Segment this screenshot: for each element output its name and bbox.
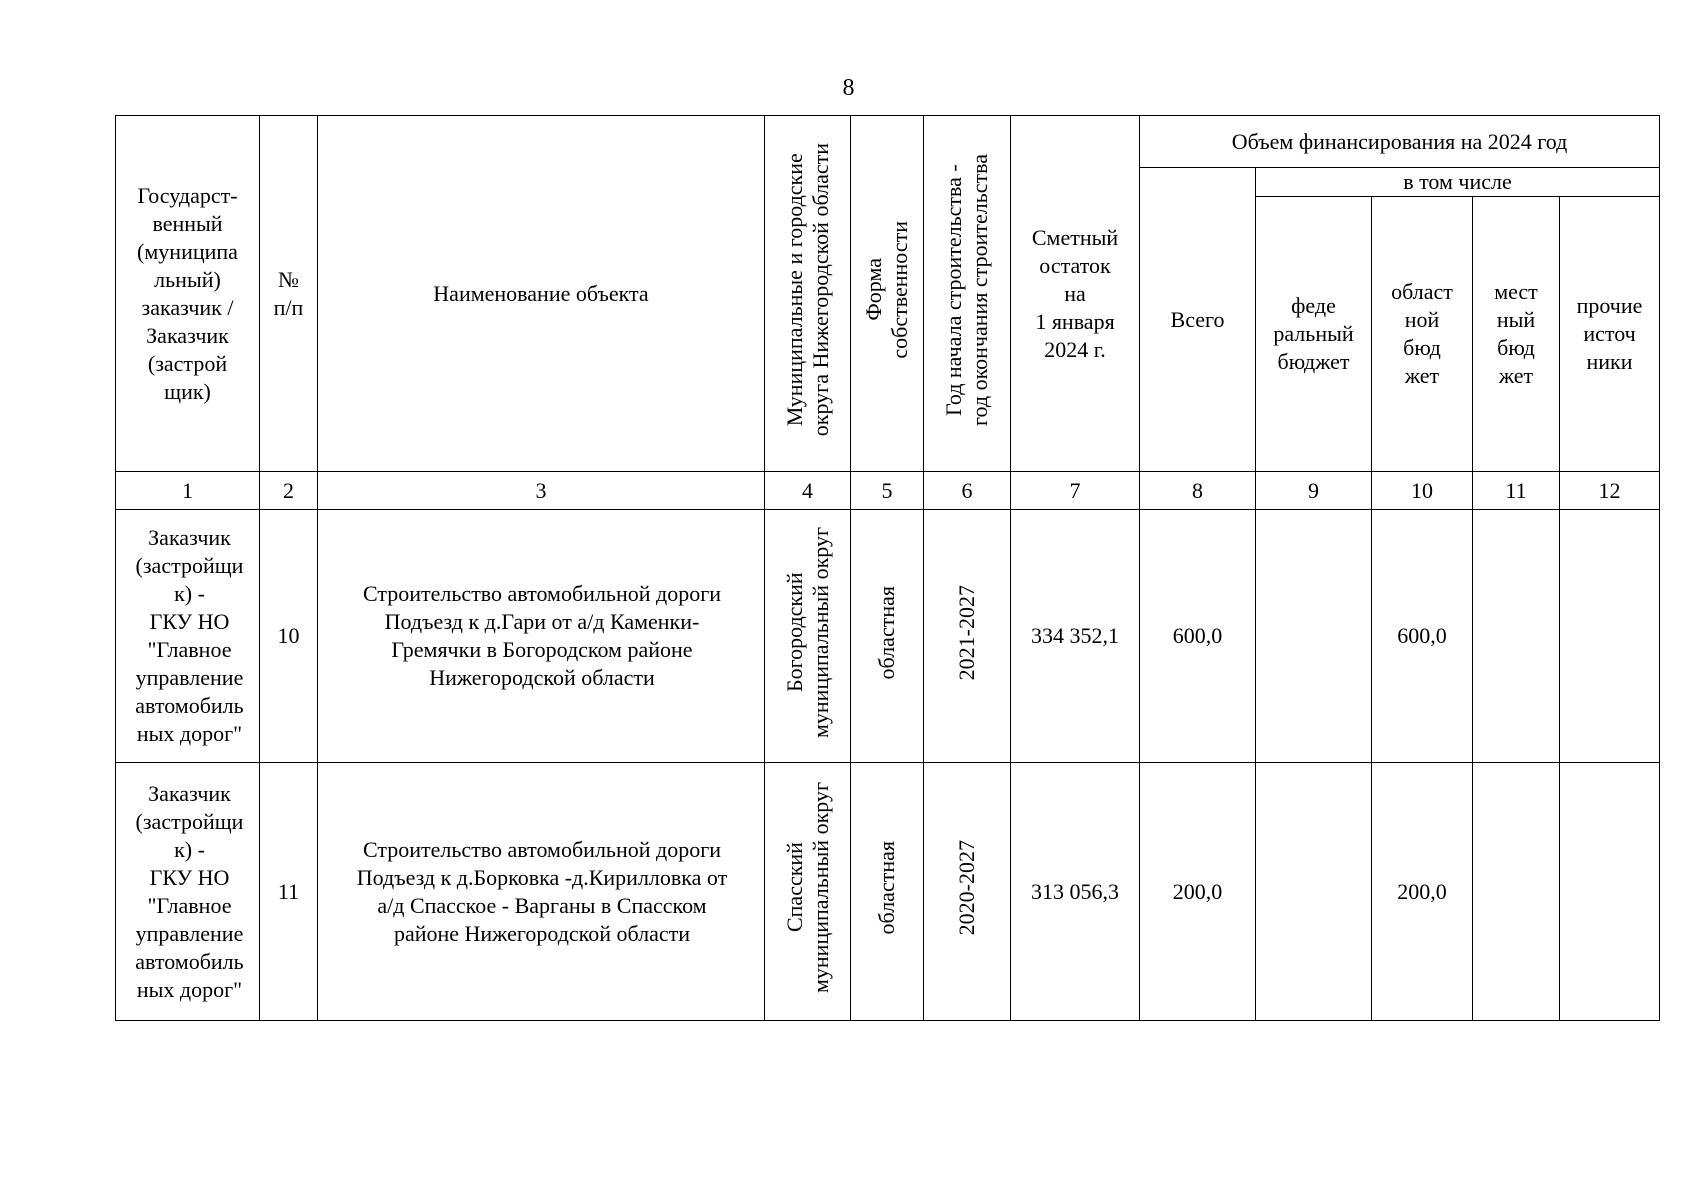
column-numbers-row [116,472,1660,510]
column-number: 9 [1256,472,1372,510]
column-number: 11 [1473,472,1560,510]
ownership-value: областная [874,841,899,935]
column-number: 3 [318,472,765,510]
customer-cell: Заказчик (застройщи к) - ГКУ НО "Главное управление автомобиль ных дорог" [116,510,260,763]
column-number: 10 [1372,472,1473,510]
column-number: 5 [851,472,924,510]
header-other: прочие источ ники [1560,197,1660,472]
header-years: Год начала строительства - год окончания строительства [941,154,992,426]
financing-table [115,115,1660,1021]
header-number: № п/п [260,116,318,472]
local-value [1473,510,1560,763]
header-object-name: Наименование объекта [318,116,765,472]
header-municipal: Муниципальные и городские округа Нижегородской области [781,143,833,437]
header-row [116,116,1660,168]
years-cell [924,510,1011,763]
ownership-cell [851,510,924,763]
header-federal: феде ральный бюджет [1256,197,1372,472]
customer-cell: Заказчик (застройщи к) - ГКУ НО "Главное управление автомобиль ных дорог" [116,763,260,1021]
municipal-value: Спасский муниципальный округ [781,782,833,994]
header-total: Всего [1140,168,1256,472]
ownership-value: областная [874,585,899,680]
table-row [116,763,1660,1021]
page-number: 8 [842,75,855,101]
table-row [116,510,1660,763]
years-value: 2020-2027 [954,840,979,936]
years-cell [924,763,1011,1021]
local-value [1473,763,1560,1021]
header-years-cell [924,116,1011,472]
municipal-cell [765,763,851,1021]
header-ownership-cell [851,116,924,472]
column-number: 1 [116,472,260,510]
column-number: 8 [1140,472,1256,510]
header-regional: област ной бюд жет [1372,197,1473,472]
header-local: мест ный бюд жет [1473,197,1560,472]
column-number: 12 [1560,472,1660,510]
header-including: в том числе [1256,168,1660,197]
header-ownership: Форма собственности [861,221,912,359]
column-number: 6 [924,472,1011,510]
regional-value: 600,0 [1372,510,1473,763]
other-value [1560,510,1660,763]
other-value [1560,763,1660,1021]
years-value: 2021-2027 [954,584,979,681]
federal-value [1256,763,1372,1021]
column-number: 4 [765,472,851,510]
total-value: 600,0 [1140,510,1256,763]
total-value: 200,0 [1140,763,1256,1021]
header-remainder: Сметный остаток на 1 января 2024 г. [1011,116,1140,472]
municipal-value: Богородский муниципальный округ [781,526,833,738]
row-number: 10 [260,510,318,763]
remainder-value: 334 352,1 [1011,510,1140,763]
column-number: 7 [1011,472,1140,510]
object-name: Строительство автомобильной дороги Подъезд к д.Гари от а/д Каменки- Гремячки в Богородском районе Нижегородской области [318,510,765,763]
regional-value: 200,0 [1372,763,1473,1021]
federal-value [1256,510,1372,763]
header-funding-volume: Объем финансирования на 2024 год [1140,116,1660,168]
row-number: 11 [260,763,318,1021]
header-municipal-cell [765,116,851,472]
ownership-cell [851,763,924,1021]
object-name: Строительство автомобильной дороги Подъезд к д.Борковка -д.Кирилловка от а/д Спасское - Варганы в Спасском районе Нижегородской области [318,763,765,1021]
column-number: 2 [260,472,318,510]
remainder-value: 313 056,3 [1011,763,1140,1021]
header-customer: Государст- венный (муниципа льный) заказчик / Заказчик (застрой щик) [116,116,260,472]
municipal-cell [765,510,851,763]
